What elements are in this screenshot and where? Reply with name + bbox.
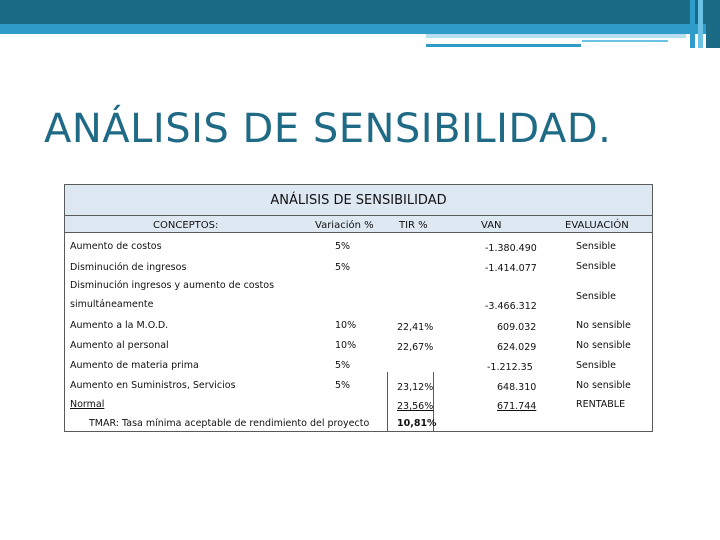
- row-3-evaluacion: Sensible: [576, 291, 616, 302]
- page-title: ANÁLISIS DE SENSIBILIDAD.: [44, 106, 612, 152]
- row-4-concepto: Aumento a la M.O.D.: [70, 320, 169, 331]
- row-5-tir: 22,67%: [397, 342, 434, 353]
- row-4-tir: 22,41%: [397, 322, 434, 333]
- row-3-van: -3.466.312: [485, 301, 537, 312]
- row-4-variacion: 10%: [335, 320, 357, 331]
- underline-accent-3: [582, 40, 668, 42]
- row-3-concepto-line1: Disminución ingresos y aumento de costos: [70, 280, 275, 291]
- row-7-variacion: 5%: [335, 380, 351, 391]
- table-title-band: [65, 185, 652, 216]
- top-banner-edge-2: [698, 0, 703, 48]
- row-5-evaluacion: No sensible: [576, 340, 631, 351]
- row-6-variacion: 5%: [335, 360, 351, 371]
- row-2-van: -1.414.077: [485, 263, 537, 274]
- top-banner-edge-3: [706, 0, 720, 48]
- top-banner-edge-1: [690, 0, 695, 48]
- tir-left-border: [387, 372, 388, 432]
- row-1-variacion: 5%: [335, 241, 351, 252]
- row-4-van: 609.032: [497, 322, 537, 333]
- header-tir: TIR %: [399, 220, 428, 231]
- row-7-van: 648.310: [497, 382, 537, 393]
- header-conceptos: CONCEPTOS:: [153, 220, 219, 231]
- row-5-variacion: 10%: [335, 340, 357, 351]
- tmar-label: TMAR: Tasa mínima aceptable de rendimiento del proyecto: [89, 418, 370, 429]
- row-2-variacion: 5%: [335, 262, 351, 273]
- underline-accent-2: [426, 44, 581, 47]
- row-7-concepto: Aumento en Suministros, Servicios: [70, 380, 236, 391]
- row-8-van: 671.744: [497, 401, 537, 412]
- top-banner-stripe: [0, 24, 720, 34]
- top-banner: [0, 0, 720, 24]
- table-title: ANÁLISIS DE SENSIBILIDAD: [270, 193, 447, 208]
- row-2-concepto: Disminución de ingresos: [70, 262, 187, 273]
- row-7-tir: 23,12%: [397, 382, 434, 393]
- row-8-evaluacion: RENTABLE: [576, 399, 626, 410]
- row-1-concepto: Aumento de costos: [70, 241, 162, 252]
- tmar-value: 10,81%: [397, 418, 437, 429]
- row-6-van: -1.212.35: [487, 362, 533, 373]
- row-1-van: -1.380.490: [485, 243, 537, 254]
- row-2-evaluacion: Sensible: [576, 261, 616, 272]
- row-1-evaluacion: Sensible: [576, 241, 616, 252]
- row-3-concepto-line2: simultáneamente: [70, 299, 154, 310]
- sensitivity-table: [64, 184, 653, 432]
- row-6-concepto: Aumento de materia prima: [70, 360, 199, 371]
- row-4-evaluacion: No sensible: [576, 320, 631, 331]
- header-variacion: Variación %: [315, 220, 374, 231]
- header-van: VAN: [481, 220, 502, 231]
- row-8-tir: 23,56%: [397, 401, 434, 412]
- row-5-concepto: Aumento al personal: [70, 340, 169, 351]
- row-8-concepto: Normal: [70, 399, 105, 410]
- row-7-evaluacion: No sensible: [576, 380, 631, 391]
- row-5-van: 624.029: [497, 342, 537, 353]
- header-evaluacion: EVALUACIÓN: [565, 220, 629, 231]
- row-6-evaluacion: Sensible: [576, 360, 616, 371]
- underline-accent-1: [426, 34, 686, 38]
